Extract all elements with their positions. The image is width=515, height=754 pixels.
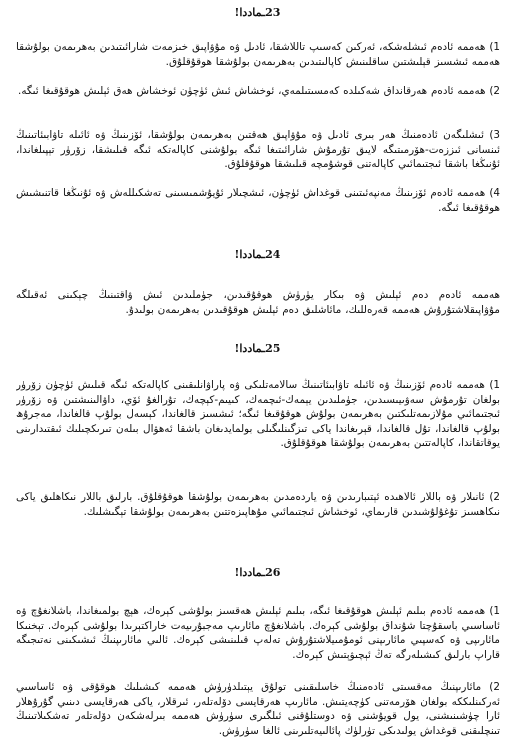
article-26-paragraph-1: 1) ھەممە ئادەم بىلىم ئېلىش ھوقۇقىغا ئىگە، بىلىم ئېلىش ھەقسىز بولۇشى كېرەك، ھېچ بولمىغاندا، باشلانغۇچ ۋە ئاساسىي باسقۇچتا شۇنداق بولۇشى كېرەك. باشلانغۇچ مائارىپ مەجبۇرىيەت خاراكتېرىدا بولۇشى كېرەك. تېخنىكا مائارىپى ۋە كەسپىي مائارىپنى ئومۇمىيلاشتۇرۇش تەلەپ قىلىنىشى كېرەك. ئالىي مائارىپنىڭ ئىشىكىنى نەتىجىگە قاراپ بارلىق كىشىلەرگە تەڭ ئېچىۋېتىش كېرەك.	[16, 605, 500, 661]
article-24-paragraph-1: ھەممە ئادەم دەم ئېلىش ۋە بىكار يۈرۈش ھوقۇقىدىن، جۈملىدىن ئىش ۋاقتىنىڭ چېكىنى ئەقىلگە مۇۋاپىقلاشتۇرۇش ھەممە قەرەللىك، مائاشلىق دەم ئېلىش ھوقۇقىدىن بەھرىمەن بولىدۇ.	[16, 289, 500, 316]
article-26-heading: 26ـماددا!	[234, 566, 281, 579]
article-24-heading: 24ـماددا!	[234, 248, 281, 261]
article-23-paragraph-1: 1) ھەممە ئادەم ئىشلەشكە، ئەركىن كەسىپ تاللاشقا، ئادىل ۋە مۇۋاپىق خىزمەت شارائىتىدىن بەھرىمەن بولۇشقا ھەممە ئىشسىز قېلىشتىن ساقلىنىش كاپالىتىدىن بەھرىمەن بولۇشقا ھوقۇقلۇق.	[16, 41, 500, 68]
article-25-paragraph-1: 1) ھەممە ئادەم ئۆزىنىڭ ۋە ئائىلە تاۋابىئاتىنىڭ سالامەتلىكى ۋە پاراۋانلىقىنى كاپالەتكە ئىگە قىلىش ئۈچۈن زۆرۈر بولغان تۇرمۇش سەۋىيىسىدىن، جۈملىدىن يېمەك-ئىچمەك، كىيىم-كېچەك، تۇرالغۇ ئۆي، داۋالىنىشتىن ۋە زۆرۈر ئىجتىمائىي مۇلازىمەتلىكتىن بەھرىمەن بولۇش ھوقۇقىغا ئىگە؛ ئىشسىز قالغاندا، كېسەل بولۇپ قالغاندا، مەجرۇھ بولۇپ قالغاندا، تۇل قالغاندا، قېرىغاندا ياكى تىزگىنلىگىلى بولمايدىغان باشقا ئەھۋال بىلەن تىرىكچىلىك ئىقتىدارىنى يوقاتقاندا، كاپالەتتىن بەھرىمەن بولۇشقا ھوقۇقلۇق.	[16, 379, 500, 450]
article-23-paragraph-2: 2) ھەممە ئادەم ھەرقانداق شەكىلدە كەمسىتىلمەي، ئوخشاش ئىش ئۈچۈن ئوخشاش ھەق ئېلىش ھوقۇقىغا ئىگە.	[18, 85, 500, 97]
article-26-paragraph-2: 2) مائارىپنىڭ مەقسىتى ئادەمنىڭ خاسلىقىنى تولۇق يېتىلدۈرۈش ھەممە كىشىلىك ھوقۇقى ۋە ئاساسىي ئەركىنلىككە بولغان ھۆرمەتنى كۈچەيتىش. مائارىپ ھەرقايسى دۆلەتلەر، ئىرقلار، ياكى ھەرقايسى دىنىي گۇرۇھلار ئارا چۈشىنىشنى، يول قويۇشنى ۋە دوستلۇقنى ئىلگىرى سۈرۈش ھەممە بىرلەشكەن دۆلەتلەر تەشكىلاتىنىڭ تىنچلىقنى قوغداش يولىدىكى تۈرلۈك پائالىيەتلىرىنى ئالغا سۈرۈش.	[16, 681, 500, 737]
article-23-heading: 23ـماددا!	[234, 6, 281, 19]
article-25-heading: 25ـماددا!	[234, 342, 281, 355]
article-25-paragraph-2: 2) ئانىلار ۋە باللار ئالاھىدە ئېتىبارىدىن ۋە ياردەمدىن بەھرىمەن بولۇشقا ھوقۇقلۇق. بارلىق باللار نىكاھلىق ياكى نىكاھسىز تۇغۇلۇشىدىن قارىماي، ئوخشاش ئىجتىمائىي مۇھاپىزەتتىن بەھرىمەن بولۇشقا تېگىشلىك.	[16, 491, 500, 518]
article-23-paragraph-4: 4) ھەممە ئادەم ئۆزىنىڭ مەنپەئىتىنى قوغداش ئۈچۈن، ئىشچىلار ئۇيۇشمىسىنى تەشكىللەش ۋە ئۇنىڭغا قاتنىشىش ھوقۇقىغا ئىگە.	[16, 187, 500, 214]
article-23-paragraph-3: 3) ئىشلىگەن ئادەمنىڭ ھەر بىرى ئادىل ۋە مۇۋاپىق ھەقتىن بەھرىمەن بولۇشقا، ئۆزىنىڭ ۋە ئائىلە تاۋابىئاتىنىڭ ئىنسانى ئىززەت-ھۆرمىتىگە لايىق تۇرمۇش شارائىتىغا ئىگە بولۇشنى كاپالەتكە ئىگە قىلىشقا، زۆرۈر تېپىلغاندا، ئۇنىڭغا باشقا ئىجتىمائىي كاپالەتنى قوشۇمچە قىلىشقا ھوقۇقلۇق.	[16, 129, 500, 171]
